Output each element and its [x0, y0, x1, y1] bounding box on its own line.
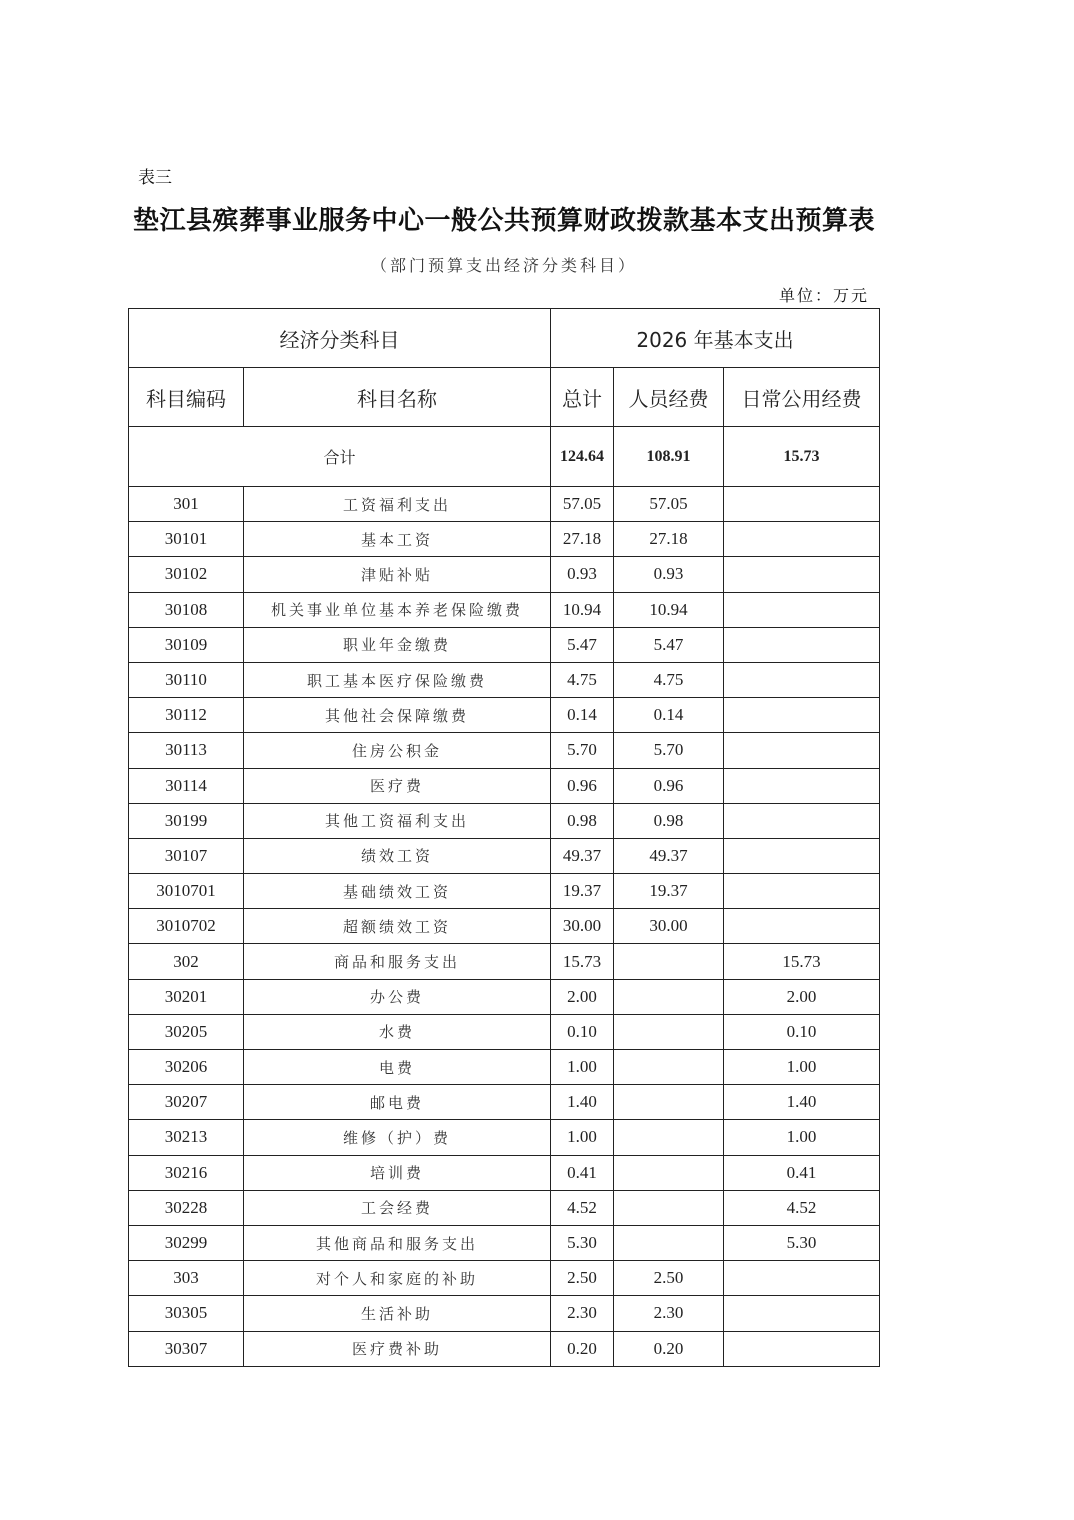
row-routine: 0.41 [724, 1155, 880, 1190]
row-name: 对个人和家庭的补助 [244, 1261, 551, 1296]
group-header-row [129, 309, 880, 368]
row-name: 绩效工资 [244, 838, 551, 873]
row-personnel [614, 944, 724, 979]
row-personnel: 0.20 [614, 1331, 724, 1366]
column-header-total: 总计 [551, 368, 614, 427]
row-personnel: 0.98 [614, 803, 724, 838]
row-name: 商品和服务支出 [244, 944, 551, 979]
row-routine [724, 1331, 880, 1366]
row-total: 15.73 [551, 944, 614, 979]
table-number-label: 表三 [138, 168, 172, 188]
row-routine [724, 592, 880, 627]
row-personnel: 19.37 [614, 874, 724, 909]
row-routine [724, 522, 880, 557]
row-code: 30199 [129, 803, 244, 838]
row-code: 3010701 [129, 874, 244, 909]
row-code: 30213 [129, 1120, 244, 1155]
column-header-routine: 日常公用经费 [724, 368, 880, 427]
table-row [129, 979, 880, 1014]
row-name: 基础绩效工资 [244, 874, 551, 909]
row-routine: 1.00 [724, 1120, 880, 1155]
table-row [129, 803, 880, 838]
table-row [129, 1120, 880, 1155]
table-row [129, 698, 880, 733]
row-name: 邮电费 [244, 1085, 551, 1120]
row-personnel [614, 979, 724, 1014]
row-name: 津贴补贴 [244, 557, 551, 592]
row-personnel: 2.50 [614, 1261, 724, 1296]
row-personnel: 4.75 [614, 662, 724, 697]
row-personnel: 5.70 [614, 733, 724, 768]
row-total: 0.98 [551, 803, 614, 838]
row-routine [724, 662, 880, 697]
row-code: 3010702 [129, 909, 244, 944]
total-sum: 124.64 [551, 427, 614, 487]
row-name: 基本工资 [244, 522, 551, 557]
row-routine [724, 487, 880, 522]
row-total: 0.20 [551, 1331, 614, 1366]
row-name: 电费 [244, 1050, 551, 1085]
row-name: 工会经费 [244, 1190, 551, 1225]
row-name: 超额绩效工资 [244, 909, 551, 944]
total-row [129, 427, 880, 487]
row-routine: 4.52 [724, 1190, 880, 1225]
row-code: 302 [129, 944, 244, 979]
row-total: 1.00 [551, 1050, 614, 1085]
row-code: 30107 [129, 838, 244, 873]
row-code: 30201 [129, 979, 244, 1014]
row-code: 30228 [129, 1190, 244, 1225]
row-personnel [614, 1014, 724, 1049]
row-personnel [614, 1190, 724, 1225]
row-routine [724, 627, 880, 662]
row-total: 5.70 [551, 733, 614, 768]
row-routine [724, 874, 880, 909]
document-subtitle: （部门预算支出经济分类科目） [370, 256, 637, 275]
row-total: 4.75 [551, 662, 614, 697]
group-header-economic-class: 经济分类科目 [129, 309, 551, 368]
row-routine [724, 838, 880, 873]
total-personnel: 108.91 [614, 427, 724, 487]
row-total: 0.96 [551, 768, 614, 803]
row-code: 30207 [129, 1085, 244, 1120]
table-row [129, 627, 880, 662]
row-name: 培训费 [244, 1155, 551, 1190]
row-personnel [614, 1155, 724, 1190]
row-total: 2.30 [551, 1296, 614, 1331]
table-row [129, 557, 880, 592]
column-header-name: 科目名称 [244, 368, 551, 427]
row-name: 其他商品和服务支出 [244, 1225, 551, 1260]
table-row [129, 874, 880, 909]
row-personnel [614, 1120, 724, 1155]
row-name: 维修（护）费 [244, 1120, 551, 1155]
table-row [129, 1050, 880, 1085]
table-row [129, 522, 880, 557]
row-personnel: 10.94 [614, 592, 724, 627]
column-header-row [129, 368, 880, 427]
row-routine [724, 1296, 880, 1331]
total-routine: 15.73 [724, 427, 880, 487]
row-routine [724, 733, 880, 768]
row-total: 57.05 [551, 487, 614, 522]
row-name: 机关事业单位基本养老保险缴费 [244, 592, 551, 627]
row-total: 0.14 [551, 698, 614, 733]
table-row [129, 838, 880, 873]
column-header-code: 科目编码 [129, 368, 244, 427]
row-name: 工资福利支出 [244, 487, 551, 522]
row-code: 30112 [129, 698, 244, 733]
row-code: 30307 [129, 1331, 244, 1366]
row-code: 30110 [129, 662, 244, 697]
table-row [129, 944, 880, 979]
row-routine: 1.00 [724, 1050, 880, 1085]
row-name: 住房公积金 [244, 733, 551, 768]
table-row [129, 733, 880, 768]
row-personnel: 0.14 [614, 698, 724, 733]
document-title: 垫江县殡葬事业服务中心一般公共预算财政拨款基本支出预算表 [132, 206, 875, 236]
row-name: 水费 [244, 1014, 551, 1049]
row-total: 5.30 [551, 1225, 614, 1260]
row-routine [724, 909, 880, 944]
row-name: 职业年金缴费 [244, 627, 551, 662]
row-personnel: 57.05 [614, 487, 724, 522]
row-total: 30.00 [551, 909, 614, 944]
row-routine: 5.30 [724, 1225, 880, 1260]
group-header-basic-expenditure: 2026 年基本支出 [551, 309, 880, 368]
row-code: 30113 [129, 733, 244, 768]
row-total: 10.94 [551, 592, 614, 627]
row-code: 30114 [129, 768, 244, 803]
row-total: 1.00 [551, 1120, 614, 1155]
table-row [129, 592, 880, 627]
row-routine [724, 698, 880, 733]
row-routine: 1.40 [724, 1085, 880, 1120]
row-code: 30305 [129, 1296, 244, 1331]
row-name: 办公费 [244, 979, 551, 1014]
row-name: 生活补助 [244, 1296, 551, 1331]
row-code: 30216 [129, 1155, 244, 1190]
row-personnel: 30.00 [614, 909, 724, 944]
row-personnel: 27.18 [614, 522, 724, 557]
row-code: 30109 [129, 627, 244, 662]
table-row [129, 1225, 880, 1260]
row-code: 30299 [129, 1225, 244, 1260]
row-name: 其他社会保障缴费 [244, 698, 551, 733]
table-row [129, 1331, 880, 1366]
row-name: 医疗费 [244, 768, 551, 803]
row-total: 1.40 [551, 1085, 614, 1120]
row-personnel: 0.93 [614, 557, 724, 592]
row-personnel: 2.30 [614, 1296, 724, 1331]
row-routine: 2.00 [724, 979, 880, 1014]
row-code: 30206 [129, 1050, 244, 1085]
row-code: 30101 [129, 522, 244, 557]
row-code: 30102 [129, 557, 244, 592]
row-total: 2.00 [551, 979, 614, 1014]
row-code: 30205 [129, 1014, 244, 1049]
row-total: 27.18 [551, 522, 614, 557]
row-routine [724, 768, 880, 803]
table-row [129, 1014, 880, 1049]
row-total: 19.37 [551, 874, 614, 909]
table-row [129, 1261, 880, 1296]
row-total: 0.41 [551, 1155, 614, 1190]
row-personnel: 49.37 [614, 838, 724, 873]
table-row [129, 1190, 880, 1225]
row-routine [724, 1261, 880, 1296]
row-name: 医疗费补助 [244, 1331, 551, 1366]
row-name: 其他工资福利支出 [244, 803, 551, 838]
row-total: 0.93 [551, 557, 614, 592]
row-total: 2.50 [551, 1261, 614, 1296]
column-header-personnel: 人员经费 [614, 368, 724, 427]
budget-table [128, 308, 880, 1367]
row-personnel [614, 1225, 724, 1260]
row-code: 303 [129, 1261, 244, 1296]
table-row [129, 909, 880, 944]
row-name: 职工基本医疗保险缴费 [244, 662, 551, 697]
table-row [129, 1155, 880, 1190]
row-personnel [614, 1085, 724, 1120]
row-code: 301 [129, 487, 244, 522]
row-personnel [614, 1050, 724, 1085]
table-row [129, 1296, 880, 1331]
row-code: 30108 [129, 592, 244, 627]
table-row [129, 487, 880, 522]
row-routine: 15.73 [724, 944, 880, 979]
table-row [129, 768, 880, 803]
table-row [129, 662, 880, 697]
row-total: 49.37 [551, 838, 614, 873]
row-total: 4.52 [551, 1190, 614, 1225]
row-personnel: 5.47 [614, 627, 724, 662]
row-routine [724, 557, 880, 592]
unit-label: 单位：万元 [778, 286, 869, 305]
row-total: 5.47 [551, 627, 614, 662]
row-total: 0.10 [551, 1014, 614, 1049]
row-routine [724, 803, 880, 838]
row-personnel: 0.96 [614, 768, 724, 803]
row-routine: 0.10 [724, 1014, 880, 1049]
total-label: 合计 [129, 427, 551, 487]
table-row [129, 1085, 880, 1120]
